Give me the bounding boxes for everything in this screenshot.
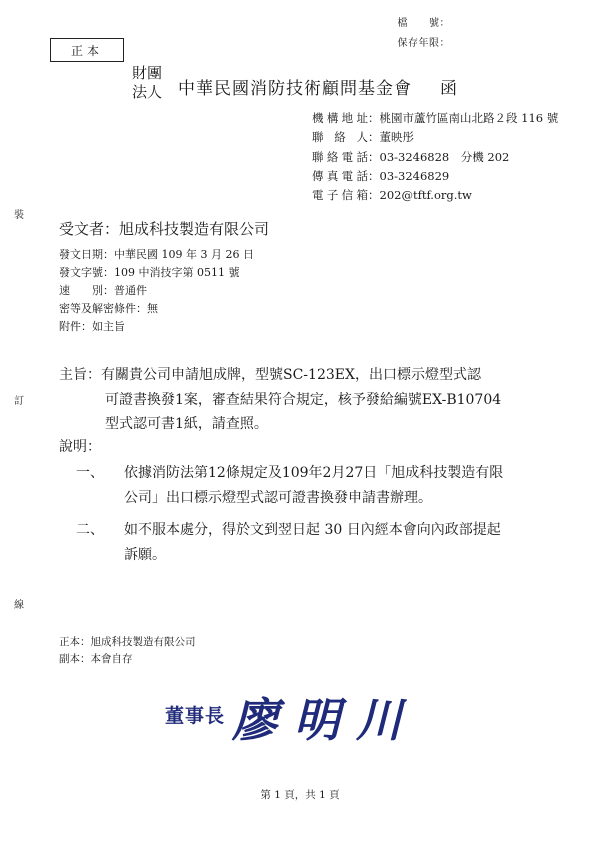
phone-label: 聯絡電話 [312, 149, 368, 164]
item-text-continued: 公司」出口標示燈型式認可證書換發申請書辦理。 [124, 490, 432, 506]
item-number: 二、 [76, 522, 104, 538]
duplicate-recipient: 副本：本會自存 [59, 653, 133, 665]
page-number: 第 1 頁，共 1 頁 [260, 789, 340, 801]
item-text: 如不服本處分，得於文到翌日起 30 日內經本會向內政部提起 [124, 522, 501, 538]
signature-title: 董事長 [165, 705, 226, 727]
binding-mark-2: 訂 [14, 396, 24, 407]
attachment: 附件：如主旨 [59, 320, 125, 333]
contact-person-label: 聯 絡 人 [312, 130, 368, 145]
binding-mark-3: 線 [14, 600, 24, 611]
copies-block [59, 634, 196, 668]
email-row [312, 186, 558, 205]
binding-mark-1: 裝 [14, 210, 24, 221]
org-prefix-line1: 財團 [132, 64, 163, 82]
item-text: 依據消防法第12條規定及109年2月27日「旭成科技製造有限 [124, 465, 504, 481]
item-text-continued: 訴願。 [124, 547, 166, 563]
phone-row [312, 148, 558, 167]
address-row [312, 109, 558, 128]
fax-label: 傳真電話 [312, 168, 368, 183]
subject-line-2: 可證書換發1案，審查結果符合規定，核予發給編號EX-B10704 [105, 391, 502, 408]
organization-name: 中華民國消防技術顧問基金會 [178, 79, 412, 99]
recipient: 受文者：旭成科技製造有限公司 [59, 220, 270, 238]
original-copy-stamp: 正本 [50, 38, 124, 62]
secrecy-level: 密等及解密條件：無 [59, 302, 158, 315]
document-number: 發文字號：109 中消技字第 0511 號 [59, 266, 240, 279]
org-prefix [132, 64, 162, 102]
subject-block [59, 363, 579, 437]
original-recipient: 正本：旭成科技製造有限公司 [59, 636, 196, 648]
explanation-item [76, 518, 501, 568]
address-value: ：桃園市蘆竹區南山北路２段 116 號 [368, 111, 559, 125]
fax-row [312, 167, 558, 186]
issue-date: 發文日期：中華民國 109 年 3 月 26 日 [59, 248, 254, 261]
retention-period-label: 保存年限： [397, 38, 450, 49]
contact-block [312, 109, 558, 205]
email-value: ：202@tftf.org.tw [368, 188, 472, 203]
delivery-speed: 速 別：普通件 [59, 284, 147, 297]
email-label: 電子信箱 [312, 188, 368, 203]
subject-line-1: 主旨：有關貴公司申請旭成牌，型號SC-123EX，出口標示燈型式認 [59, 367, 481, 383]
address-label: 機構地址 [312, 111, 368, 125]
file-number-label: 檔 號： [397, 18, 450, 29]
contact-person-value: ：董映彤 [368, 130, 414, 145]
phone-value: ：03-3246828 分機 202 [368, 149, 510, 164]
explanation-item [76, 461, 503, 511]
fax-value: ：03-3246829 [368, 168, 450, 183]
item-number: 一、 [76, 465, 104, 481]
subject-line-3: 型式認可書1紙，請查照。 [105, 416, 268, 432]
org-prefix-line2: 法人 [132, 83, 163, 101]
signature-name: 廖明川 [232, 693, 418, 747]
explanation-label: 說明： [59, 439, 101, 455]
document-type: 函 [440, 79, 457, 99]
contact-person-row [312, 128, 558, 147]
